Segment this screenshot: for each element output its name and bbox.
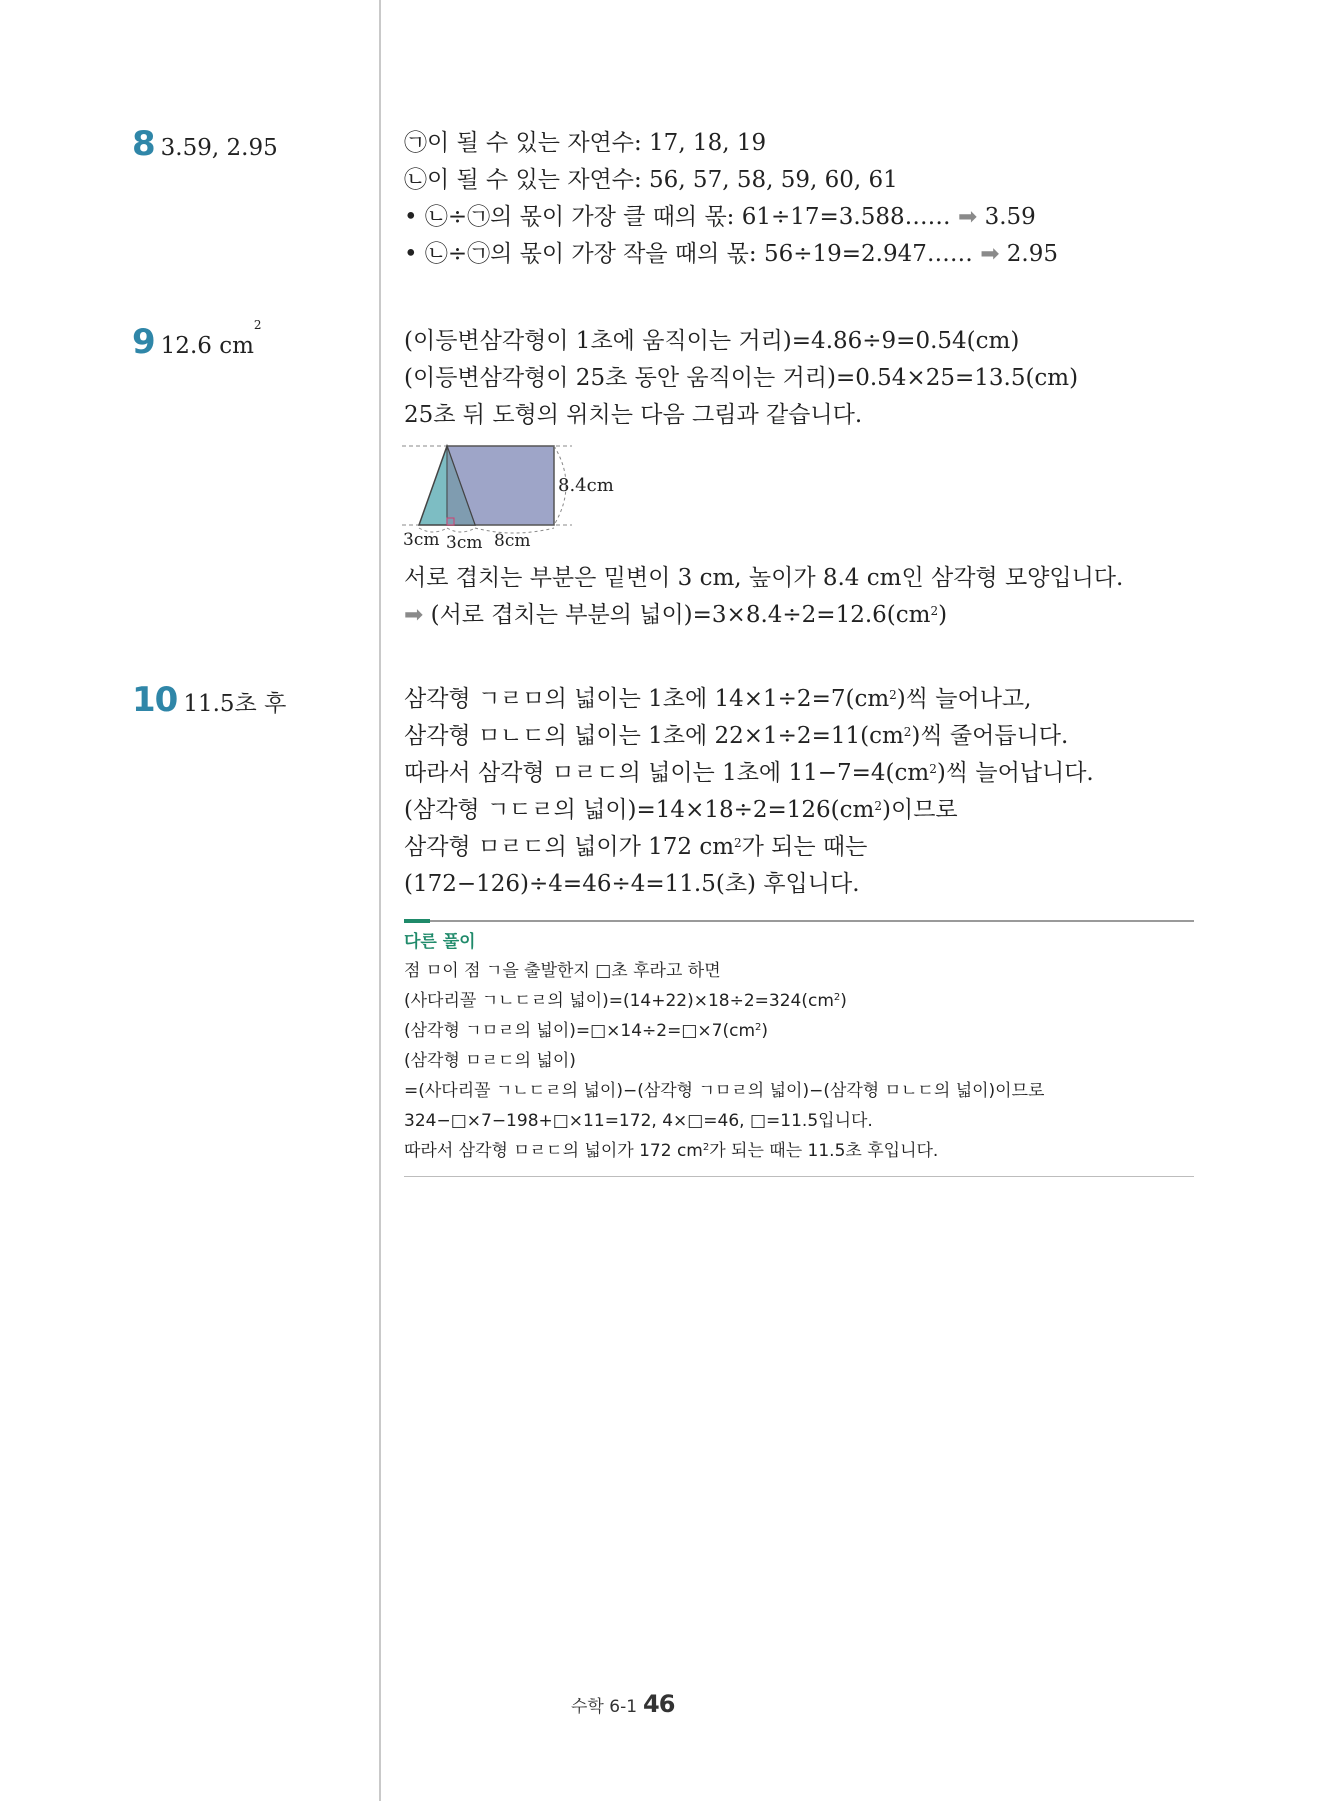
solution-line: (삼각형 ㄱㄷㄹ의 넓이)$=14\times 18\div 2=126(cm^2)$이므로 [404,797,958,823]
alt-line: 점 ㅁ이 점 ㄱ을 출발한지 □초 후라고 하면 [404,961,721,981]
alt-line: (사다리꼴 ㄱㄴㄷㄹ의 넓이)$=(14+22)\times 18\div 2=324(cm^2)$ [404,991,847,1011]
solution-line: 25초 뒤 도형의 위치는 다음 그림과 같습니다. [404,402,863,428]
alt-title: 다른 풀이 [404,932,476,952]
problem-9-header [132,318,262,362]
problem-answer: 3.59, 2.95 [160,135,278,161]
solution-line [404,199,1058,236]
solution-line: ㉡이 될 수 있는 자연수: 56, 57, 58, 59, 60, 61 [404,167,898,193]
base-label-2: 3cm [446,533,483,552]
arrow-icon: ➡ [404,602,424,628]
solution-line: 따라서 삼각형 ㅁㄹㄷ의 넓이는 1초에 $11-7=4(cm^2)$씩 늘어납니다. [404,760,1094,786]
solution-line: 삼각형 ㅁㄴㄷ의 넓이는 1초에 $22\times 1\div 2=11(cm^2)$씩 줄어듭니다. [404,723,1069,749]
solution-line: 서로 겹치는 부분은 밑변이 3 cm, 높이가 8.4 cm인 삼각형 모양입니다. [404,565,1124,591]
arrow-icon: ➡ [980,241,1000,267]
alt-title-mark [404,919,430,923]
base-label-3: 8cm [494,531,531,551]
base-brace-2 [447,528,475,532]
problem-8-solution [404,125,1058,273]
problem-9-solution [404,323,1078,434]
solution-line [404,236,1058,273]
alt-line: 324−□×7−198+□×11=172, 4×□=46, □=11.5입니다. [404,1111,873,1131]
problem-10-solution [404,681,1094,903]
solution-result: 2.95 [1006,241,1058,267]
alt-line: (삼각형 ㅁㄹㄷ의 넓이) [404,1051,576,1071]
solution-text: • ㉡÷㉠의 몫이 가장 클 때의 몫: 61÷17=3.588…… [404,204,951,230]
column-divider [379,0,381,1801]
overlap-figure [402,440,642,552]
solution-line: ㉠이 될 수 있는 자연수: 17, 18, 19 [404,130,767,156]
alt-line: 따라서 삼각형 ㅁㄹㄷ의 넓이가 172 $cm^2$가 되는 때는 11.5초 후입니다. [404,1141,939,1161]
problem-9-conclusion [404,560,1123,634]
solution-line: (172−126)÷4=46÷4=11.5(초) 후입니다. [404,871,860,897]
arrow-icon: ➡ [957,204,978,230]
problem-number: 10 [132,680,178,720]
alternative-solution-box [404,920,1194,1177]
subject-label: 수학 6-1 [571,1697,638,1717]
page-number: 46 [643,1690,675,1718]
solution-line: 삼각형 ㅁㄹㄷ의 넓이가 172 $cm^2$가 되는 때는 [404,834,868,860]
base-label-1: 3cm [403,530,440,550]
alt-line: (삼각형 ㄱㅁㄹ의 넓이)$=□\times 14\div 2=□\times 7(cm^2)$ [404,1021,769,1041]
problem-answer: 12.6 $cm^2$ [160,318,262,359]
problem-answer: 11.5초 후 [183,691,287,717]
problem-10-header [132,680,286,720]
problem-number: 8 [132,124,155,164]
solution-line: ➡ (서로 겹치는 부분의 넓이)$=3\times 8.4\div 2=12.6(cm^2)$ [404,602,948,628]
solution-result: 3.59 [984,204,1036,230]
solution-line: (이등변삼각형이 1초에 움직이는 거리)=4.86÷9=0.54(cm) [404,328,1020,354]
page-footer [571,1690,674,1718]
problem-number: 9 [132,322,155,362]
solution-line: 삼각형 ㄱㄹㅁ의 넓이는 1초에 $14\times 1\div 2=7(cm^2)$씩 늘어나고, [404,686,1032,712]
alt-line: =(사다리꼴 ㄱㄴㄷㄹ의 넓이)−(삼각형 ㄱㅁㄹ의 넓이)−(삼각형 ㅁㄴㄷ의 넓이)이므로 [404,1081,1045,1101]
solution-line: (이등변삼각형이 25초 동안 움직이는 거리)=0.54×25=13.5(cm) [404,365,1079,391]
solution-text: • ㉡÷㉠의 몫이 가장 작을 때의 몫: 56÷19=2.947…… [404,241,973,267]
height-label: 8.4cm [558,475,614,496]
problem-8-header [132,124,278,164]
